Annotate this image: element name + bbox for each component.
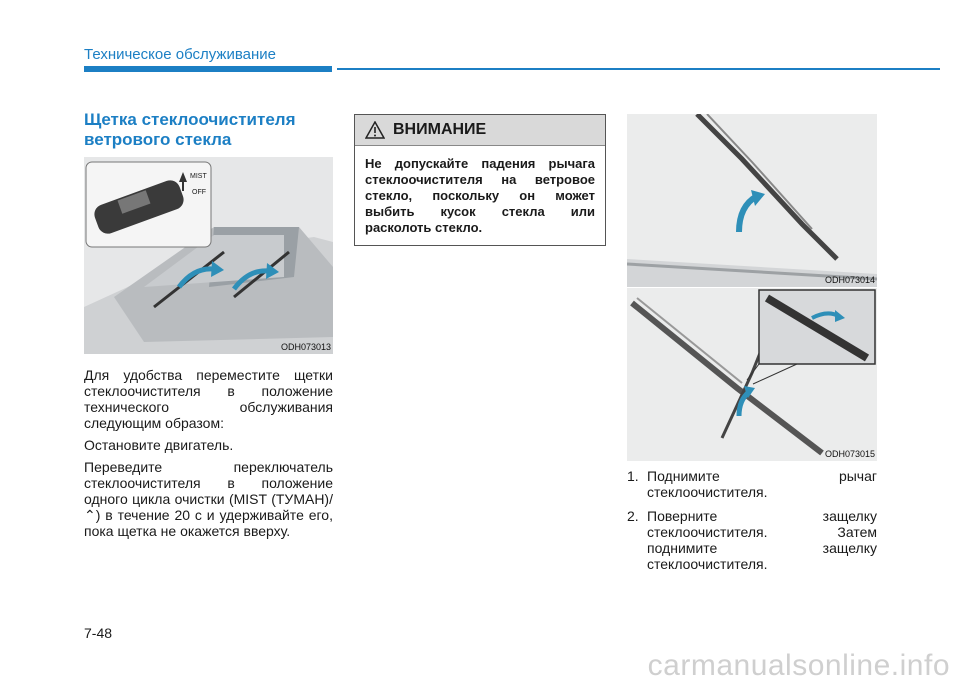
section-heading-line2: ветрового стекла — [84, 130, 232, 149]
warning-triangle-icon — [365, 121, 385, 139]
section-heading-line1: Щетка стеклоочистителя — [84, 110, 296, 129]
paragraph-intro: Для удобства переместите щетки стеклоочистителя в положение технического обслуживания следующим образом: — [84, 367, 333, 431]
header-rule-thick — [84, 66, 332, 72]
list-item — [627, 468, 877, 500]
watermark: carmanualsonline.info — [647, 649, 950, 682]
figure-code: ODH073013 — [280, 342, 331, 352]
warning-title: ВНИМАНИЕ — [393, 121, 487, 138]
figure-wiper-arm-lift — [627, 114, 877, 287]
header-rule-thin — [337, 68, 940, 70]
mist-label: MIST — [190, 173, 207, 180]
wiper-arm-illustration — [627, 114, 877, 287]
paragraph-switch: Переведите переключатель стеклоочистителя в положение одного цикла очистки (MIST (ТУМАН)/⌃) в течение 20 с и удерживайте его, пока щетка не окажется вверху. — [84, 459, 333, 539]
step-number: 1. — [627, 468, 639, 484]
windshield-illustration — [84, 157, 333, 354]
figure-code: ODH073015 — [824, 449, 875, 459]
step-text: Поднимите рычаг стеклоочистителя. — [647, 468, 877, 500]
figure-windshield-wipers — [84, 157, 333, 354]
page-number: 7-48 — [84, 625, 113, 641]
figure-code: ODH073014 — [824, 275, 875, 285]
wiper-latch-illustration — [627, 288, 877, 461]
section-heading — [84, 110, 334, 150]
warning-box — [354, 114, 606, 246]
section-header-title: Техническое обслуживание — [84, 46, 276, 63]
list-item — [627, 508, 877, 572]
warning-text: Не допускайте падения рычага стеклоочистителя на ветровое стекло, поскольку он может выбить кусок стекла или расколоть стекло. — [365, 156, 595, 235]
left-body-text — [84, 367, 333, 545]
figure-wiper-latch — [627, 288, 877, 461]
steps-list — [627, 468, 877, 580]
off-label: OFF — [192, 189, 206, 196]
warning-header — [355, 115, 605, 146]
step-number: 2. — [627, 508, 639, 524]
paragraph-stop-engine: Остановите двигатель. — [84, 437, 234, 453]
step-text: Поверните защелку стеклоочистителя. Затем поднимите защелку стеклоочистителя. — [647, 508, 877, 572]
